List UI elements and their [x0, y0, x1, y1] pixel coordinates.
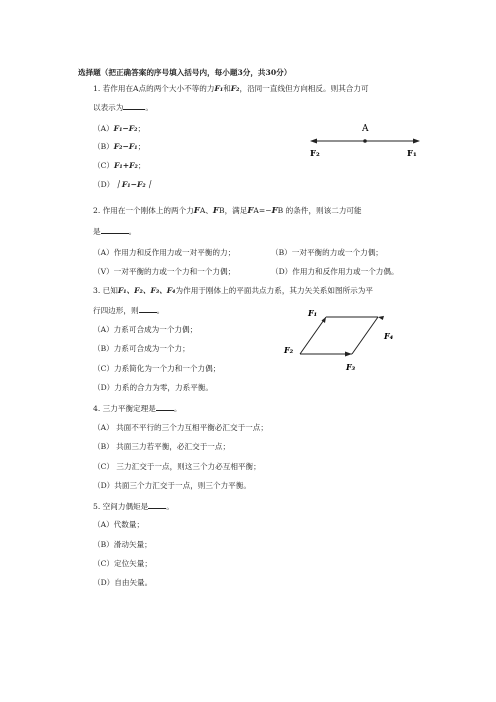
vector-f-symbol: F [247, 206, 254, 216]
vector-f-symbol: F [271, 206, 278, 216]
q2-option-d: （D）作用力和反作用力或一个力偶。 [271, 267, 399, 276]
question-4-stem: 4. 三力平衡定理是 。 [93, 404, 182, 413]
q2-option-c: （V）一对平衡的力或一个力和一个力偶； [93, 267, 236, 276]
question-2-line-1: 2. 作用在一个刚体上的两个力FA、FB，满足FA=−FB 的条件，则该二力可能 [93, 206, 362, 216]
f1-label: F₁ [407, 149, 417, 159]
q1-option-d: （D）｜F₁−F₂｜ [93, 180, 154, 189]
q5-option-c: （C）定位矢量； [93, 559, 152, 568]
f4-label: F₄ [384, 331, 394, 341]
q5-option-d: （D）自由矢量。 [93, 578, 153, 587]
question-1-line-1: 1. 若作用在A点的两个大小不等的力F₁和F₂，沿同一直线但方向相反。则其合力可 [93, 84, 369, 93]
q5-option-b: （B）滑动矢量； [93, 540, 152, 549]
answer-blank[interactable] [156, 403, 174, 411]
q3-option-a: （A）力系可合成为一个力偶； [93, 325, 198, 334]
q2-option-b: （B）一对平衡的力或一个力偶； [271, 248, 383, 257]
f1-vector [300, 317, 326, 354]
f4-vector [352, 317, 378, 354]
f3-label: F₃ [346, 362, 356, 372]
q1-force-diagram [305, 120, 425, 162]
arrow-left-icon [310, 139, 317, 144]
q4-option-a: （A） 共面不平行的三个力互相平衡必汇交于一点； [93, 423, 268, 432]
vector-f-symbol: F [212, 206, 219, 216]
f1-label: F₁ [308, 308, 318, 318]
q3-option-b: （B）力系可合成为一个力； [93, 344, 190, 353]
point-a-dot [363, 139, 367, 143]
arrow-icon [378, 315, 385, 321]
q1-option-a: （A）F₁−F₂； [93, 124, 146, 133]
answer-blank[interactable] [148, 501, 166, 509]
question-5-stem: 5. 空间力偶矩是 。 [93, 502, 174, 511]
question-2-line-2: 是 。 [93, 227, 137, 236]
vector-f-symbol: F [193, 206, 200, 216]
q1-option-c: （C）F₁+F₂； [93, 161, 146, 170]
q5-option-a: （A）代数量； [93, 520, 145, 529]
q4-option-d: （D）共面三个力汇交于一点，则三个力平衡。 [93, 481, 251, 490]
q4-option-c: （C） 三力汇交于一点，则这三个力必互相平衡； [93, 462, 261, 471]
arrow-icon [345, 352, 352, 357]
question-3-line-2: 行四边形，则 。 [93, 306, 165, 315]
q3-option-d: （D）力系的合力为零，力系平衡。 [93, 383, 213, 392]
question-1-line-2: 以表示为 。 [93, 103, 153, 112]
f2-label: F₂ [284, 345, 294, 355]
answer-blank[interactable] [139, 305, 157, 313]
section-title: 选择题（把正确答案的序号填入括号内，每小题3分，共30分） [78, 68, 292, 77]
answer-blank[interactable] [101, 226, 129, 234]
point-a-label: A [362, 124, 369, 134]
question-3-line-1: 3. 已知F₁、F₂、F₃、F₄为作用于刚体上的平面共点力系，其力矢关系如图所示为平 [93, 286, 373, 295]
f2-label: F₂ [310, 149, 320, 159]
q1-option-b: （B）F₂−F₁； [93, 142, 146, 151]
q3-option-c: （C）力系简化为一个力和一个力偶； [93, 364, 221, 373]
q2-option-a: （A）作用力和反作用力或一对平衡的力； [93, 248, 236, 257]
q3-parallelogram-diagram [282, 306, 412, 378]
answer-blank[interactable] [123, 102, 145, 110]
arrow-right-icon [413, 139, 420, 144]
q4-option-b: （B） 共面三力若平衡，必汇交于一点； [93, 442, 231, 451]
